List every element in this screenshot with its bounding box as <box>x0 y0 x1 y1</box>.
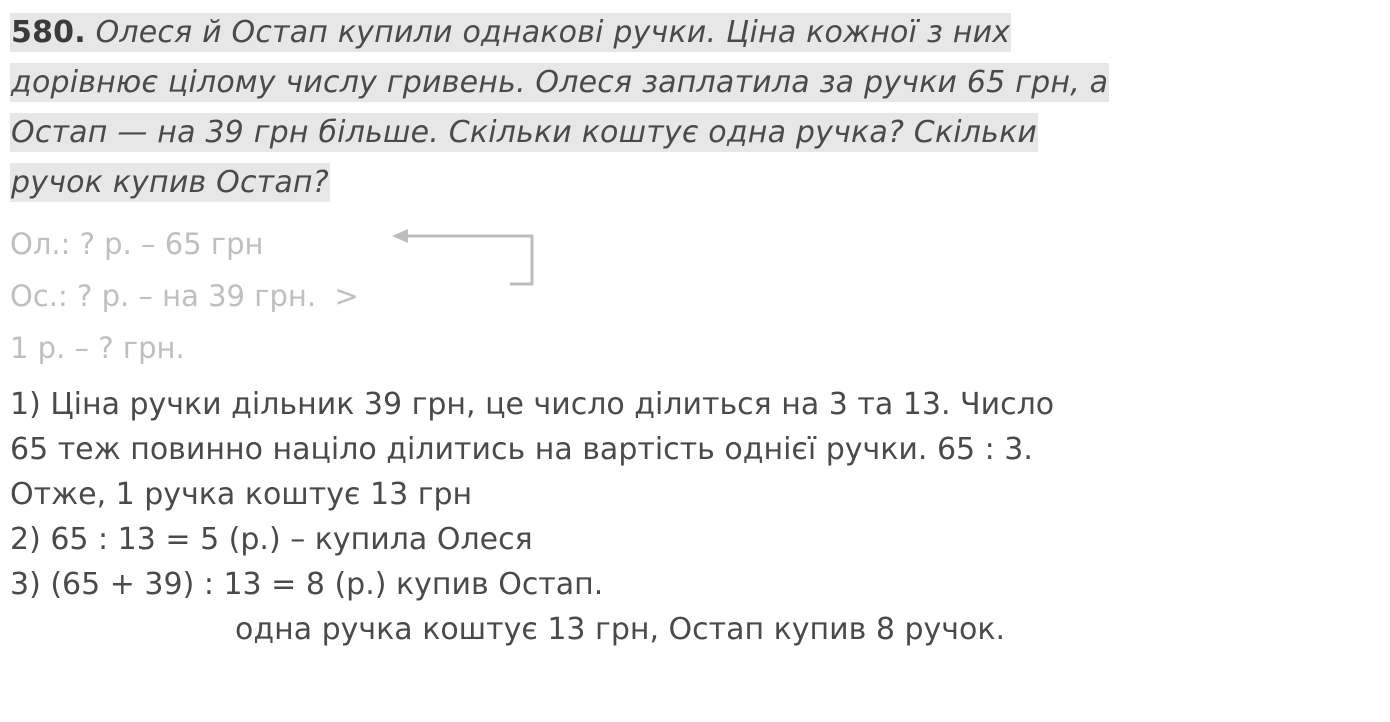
problem-statement <box>10 8 1380 208</box>
statement-line-3: Остап — на 39 грн більше. Скільки коштує одна ручка? Скільки <box>11 115 1038 150</box>
solution-line-3: Отже, 1 ручка коштує 13 грн <box>10 477 473 512</box>
problem-number: 580. <box>11 15 86 50</box>
short-condition-line-2: Ос.: ? р. – на 39 грн. > <box>10 279 359 313</box>
solution-line-4: 2) 65 : 13 = 5 (р.) – купила Олеся <box>10 522 533 557</box>
short-condition-line-1: Ол.: ? р. – 65 грн <box>10 227 264 261</box>
solution-line-2: 65 теж повинно націло ділитись на вартість однієї ручки. 65 : 3. <box>10 432 1033 467</box>
solution-line-5: 3) (65 + 39) : 13 = 8 (р.) купив Остап. <box>10 567 604 602</box>
statement-line-1: Олеся й Остап купили однакові ручки. Ціна кожної з них <box>95 15 1011 50</box>
statement-line-2: дорівнює цілому числу гривень. Олеся заплатила за ручки 65 грн, а <box>11 65 1109 100</box>
short-condition-block <box>10 218 1380 374</box>
short-condition-line-3: 1 р. – ? грн. <box>10 331 185 365</box>
solution-block <box>10 382 1380 652</box>
statement-line-4: ручок купив Остап? <box>11 165 329 200</box>
answer-line: одна ручка коштує 13 грн, Остап купив 8 ручок. <box>235 612 1006 647</box>
solution-line-1: 1) Ціна ручки дільник 39 грн, це число ділиться на 3 та 13. Число <box>10 387 1055 422</box>
